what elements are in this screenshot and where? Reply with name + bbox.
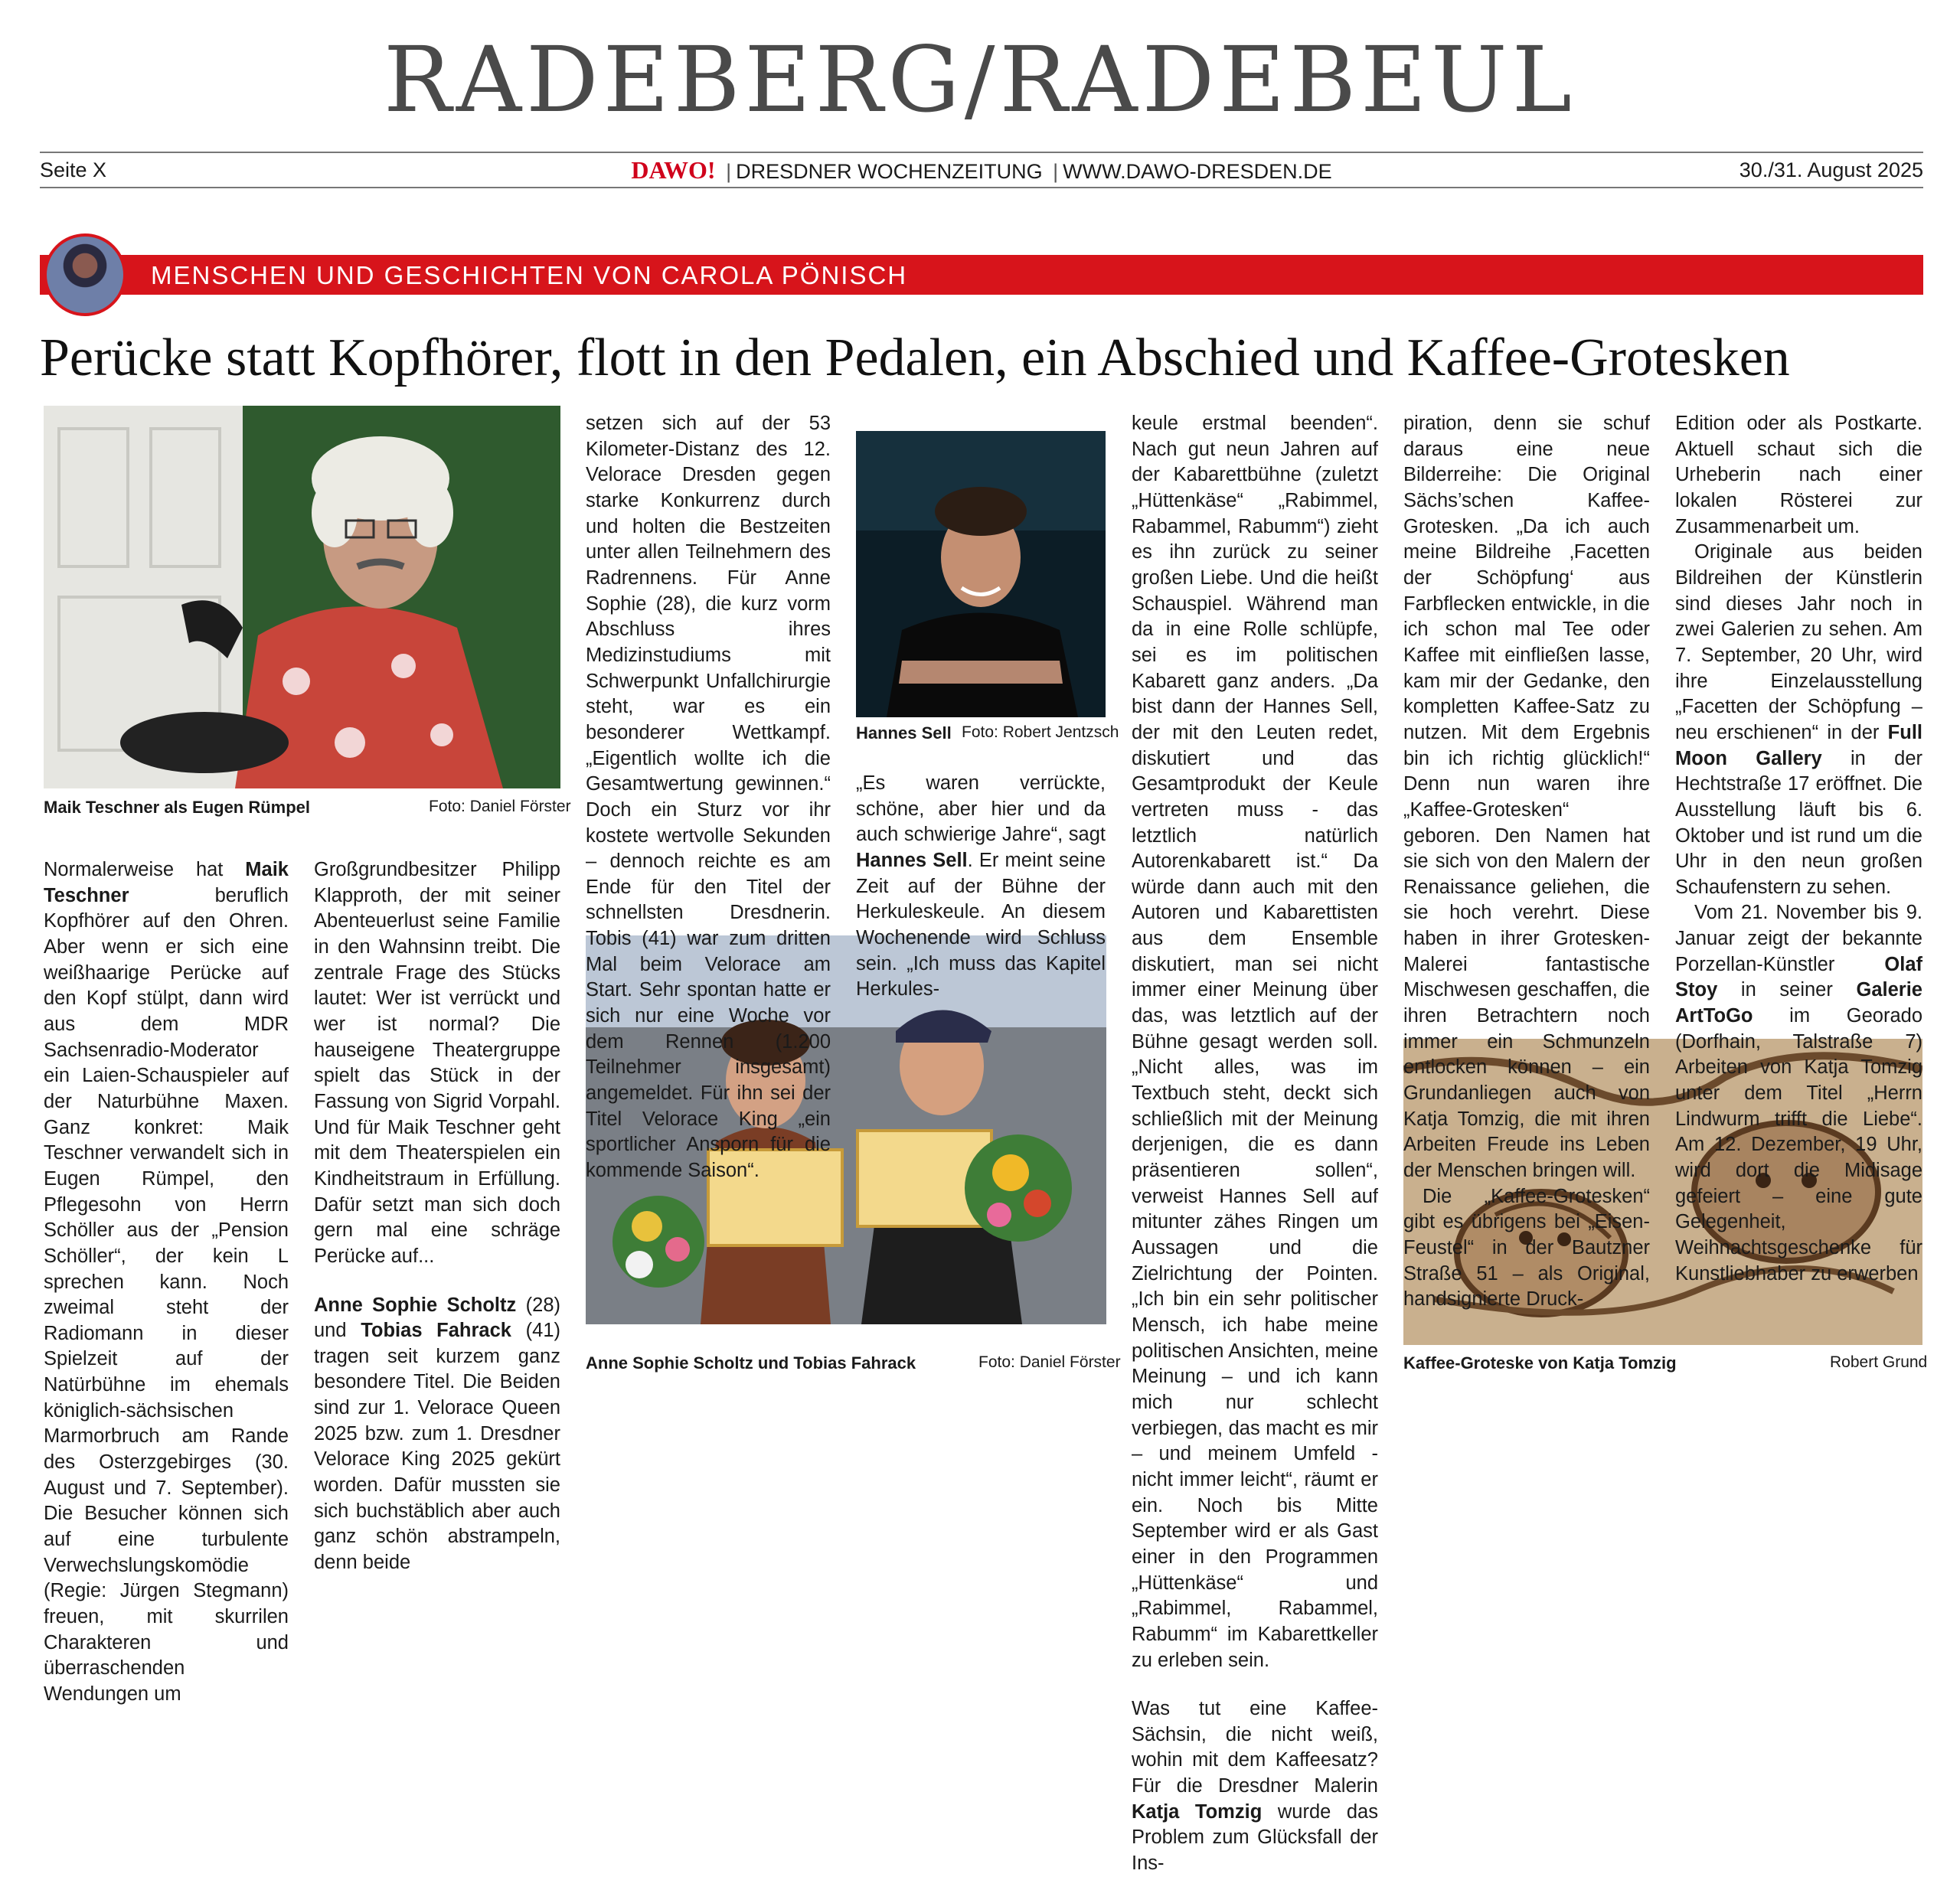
credit-velorace: Foto: Daniel Förster — [978, 1353, 1121, 1371]
paragraph-sell-intro: „Es waren verrückte, schöne, aber hier und da auch schwierige Jahre“, sagt Hannes Sell. Er meint seine Zeit auf der Bühne der Herkuleskeule. An diesem Wochenende wird Schluss sein. „Ich muss das Kapitel Herkules- — [856, 772, 1106, 1001]
column-3 — [586, 411, 831, 1184]
info-bar — [40, 153, 1923, 187]
paragraph-velorace: setzen sich auf der 53 Kilometer-Distanz des 12. Velorace Dresden gegen starke Konkurrenz durch und holten die Bestzeiten unter allen Teilnehmern des Radrennens. Für Anne Sophie (28), die kurz vorm Abschluss ihres Medizinstudiums mit Schwerpunkt Unfallchirurgie steht, war es ein besonderer Wettkampf. „Eigentlich wollte ich die Gesamtwertung gewinnen.“ Doch ein Sturz vor ihr kostete wertvolle Sekunden – dennoch reichte es am Ende für den Titel der schnellsten Dresdnerin. Tobis (41) war zum dritten Mal beim Velorace am Start. Sehr spontan hatte er sich nur eine Woche vor dem Rennen (1.200 Teilnehmer insgesamt) angemeldet. Für ihn sei der Titel Velorace King „ein sportlicher Ansporn für die kommende Saison“. — [586, 413, 831, 1182]
paragraph-grotesken: piration, denn sie schuf daraus eine neue Bilderreihe: Die Original Sächs’schen Kaffee-Grotesken. „Da ich auch meine Bildreihe ‚Facetten der Schöpfung‘ aus Farbflecken entwickle, in die ich schon mal Tee oder Kaffee mit einfließen lasse, kam mir der Gedanke, den kompletten Kaffee-Satz zu nutzen. Mit dem Ergebnis bin ich richtig glücklich!“ Denn nun waren ihre „Kaffee-Grotesken“ geboren. Den Namen hat sie sich von den Malern der Renaissance geliehen, die sie hoch verehrt. Diese haben in ihrer Grotesken-Malerei fantastische Mischwesen geschaffen, die ihren Betrachtern noch immer ein Schmunzeln entlocken können – ein Grundanliegen auch von Katja Tomzig, die mit ihren Arbeiten Freude ins Leben der Menschen bringen will. — [1403, 413, 1650, 1182]
paragraph-galleries: Originale aus beiden Bildreihen der Künstlerin sind dieses Jahr noch in zwei Galerien zu sehen. Am 7. September, 20 Uhr, wird ihre Einzelausstellung „Facetten der Schöpfung – neu erschienen“ in der Full Moon Gallery in der Hechtstraße 17 eröffnet. Die Ausstellung läuft bis 6. Oktober und ist rund um die Uhr in den neun großen Schaufenstern zu sehen. — [1675, 541, 1923, 898]
paragraph-velorace-intro: Anne Sophie Scholtz (28) und Tobias Fahrack (41) tragen seit kurzem ganz besondere Titel. Die Beiden sind zur 1. Velorace Queen 2025 bzw. zum 1. Dresdner Velorace King 2025 gekürt worden. Dafür mussten sie sich buchstäblich aber auch ganz schön abstrampeln, denn beide — [314, 1294, 561, 1574]
credit-grotesk: Robert Grund — [1830, 1353, 1928, 1371]
column-5 — [1132, 411, 1378, 1877]
column-7 — [1675, 411, 1922, 1287]
caption-grotesk: Kaffee-Groteske von Katja Tomzig — [1403, 1353, 1677, 1373]
paragraph-feustel: Die „Kaffee-Grotesken“ gibt es übrigens bei „Eisen-Feustel“ in der Bautzner Straße 51 – als Original, handsignierte Druck- — [1403, 1185, 1650, 1311]
column-4 — [856, 771, 1106, 1003]
paper-url[interactable]: WWW.DAWO-DRESDEN.DE — [1063, 159, 1332, 183]
column-1 — [44, 857, 289, 1708]
photo-teschner — [44, 406, 560, 788]
masthead-title: RADEBERG/RADEBEUL — [384, 27, 1576, 132]
column-2 — [314, 857, 560, 1576]
paragraph-sell: keule erstmal beenden“. Nach gut neun Jahren auf der Kabarettbühne (zuletzt „Hüttenkäse“ „Rabimmel, Rabammel, Rabumm“) zieht es ihn zurück zu seiner großen Liebe. Und die heißt Schauspiel. Während man da in eine Rolle schlüpfe, sei es im politischen Kabarett ganz anders. „Da bist dann der Hannes Sell, der mit den Leuten redet, diskutiert und das Gesamtprodukt der Keule vertreten muss - das letztlich natürlich Autorenkabarett ist.“ Da würde dann auch mit den Autoren und Kabarettisten aus dem Ensemble diskutiert, man sei nicht immer einer Meinung über das, was letztlich auf der Bühne gesagt werden soll. „Nicht alles, was im Textbuch steht, deckt sich schließlich mit der Meinung derjenigen, die es dann präsentieren sollen“, verweist Hannes Sell auf mitunter zähes Ringen um Aussagen und die Zielrichtung der Pointen. „Ich bin ein sehr politischer Mensch, ich habe meine politischen Ansichten, meine Meinung – und ich kann mich nur schlecht verbiegen, das macht es mir – und meinem Umfeld - nicht immer leicht“, räumt er ein. Noch bis Mitte September wird er als Gast einer in den Programmen „Hüttenkäse“ und „Rabimmel, Rabammel, Rabumm“ im Kabarettkeller zu erleben sein. — [1132, 413, 1378, 1671]
bottom-rule — [40, 187, 1923, 188]
section-label: MENSCHEN UND GESCHICHTEN VON CAROLA PÖNISCH — [151, 261, 908, 289]
caption-sell: Hannes Sell — [856, 723, 952, 743]
photo-sell — [856, 431, 1106, 717]
paragraph-klapproth: Großgrundbesitzer Philipp Klapproth, der mit seiner Abenteuerlust seine Familie in den Wahnsinn treibt. Die zentrale Frage des Stücks lautet: Wer ist verrückt und wer ist normal? Die hauseigene Theatergruppe spielt das Stück in der Fassung von Sigrid Vorpahl. Und für Maik Teschner geht mit dem Theaterspielen ein Kindheitstraum in Erfüllung. Dafür setzt man sich doch gern mal eine schräge Perücke auf... — [314, 859, 560, 1267]
paper-name: DRESDNER WOCHENZEITUNG — [736, 159, 1043, 183]
author-avatar — [44, 233, 126, 316]
name-teschner: Maik Teschner — [44, 859, 289, 906]
page-number: Seite X — [40, 158, 107, 181]
credit-sell: Foto: Robert Jentzsch — [962, 723, 1119, 741]
article-headline: Perücke statt Kopfhörer, flott in den Pedalen, ein Abschied und Kaffee-Grotesken — [40, 328, 1790, 387]
credit-teschner: Foto: Daniel Förster — [429, 798, 571, 815]
caption-velorace: Anne Sophie Scholtz und Tobias Fahrack — [586, 1353, 916, 1373]
paragraph-teschner: Normalerweise hat Maik Teschner beruflich Kopfhörer auf den Ohren. Aber wenn er sich eine weißhaarige Perücke auf den Kopf stülpt, dann wird aus dem MDR Sachsenradio-Moderator ein Laien-Schauspieler auf der Naturbühne Maxen. Ganz konkret: Maik Teschner verwandelt sich in Eugen Rümpel, den Pflegesohn von Herrn Schöller aus der „Pension Schöller“, der kein L sprechen kann. Noch zweimal steht der Radiomann in dieser Spielzeit auf der Natürbühne im ehemals königlich-sächsischen Marmorbruch am Rande des Osterzgebirges (30. August und 7. September). Die Besucher können sich auf eine turbulente Verwechslungskomödie (Regie: Jürgen Stegmann) freuen, mit skurrilen Charakteren und überraschenden Wendungen um — [44, 859, 289, 1705]
paragraph-arttogo: Vom 21. November bis 9. Januar zeigt der bekannte Porzellan-Künstler Olaf Stoy in seiner Galerie ArtToGo im Georado (Dorfhain, Talstraße 7) Arbeiten von Katja Tomzig unter dem Titel „Herrn Lindwurm trifft die Liebe“. Am 12. Dezember, 19 Uhr, wird dort die Midisage gefeiert – eine gute Gelegenheit, Weihnachtsgeschenke für Kunstliebhaber zu erwerben — [1675, 902, 1922, 1285]
paragraph-edition: Edition oder als Postkarte. Aktuell schaut sich die Urheberin nach einer lokalen Rösterei zur Zusammenarbeit um. — [1675, 413, 1922, 537]
column-6 — [1403, 411, 1650, 1313]
brand-logo: DAWO! — [631, 155, 716, 184]
section-bar — [40, 255, 1923, 295]
paper-line: DAWO! | DRESDNER WOCHENZEITUNG | WWW.DAWO-DRESDEN.DE — [631, 155, 1332, 184]
caption-teschner: Maik Teschner als Eugen Rümpel — [44, 798, 311, 817]
issue-date: 30./31. August 2025 — [1739, 158, 1923, 181]
paragraph-tomzig-intro: Was tut eine Kaffee-Sächsin, die nicht weiß, wohin mit dem Kaffeesatz? Für die Dresdner Malerin Katja Tomzig wurde das Problem zum Glücksfall der Ins- — [1132, 1698, 1378, 1875]
